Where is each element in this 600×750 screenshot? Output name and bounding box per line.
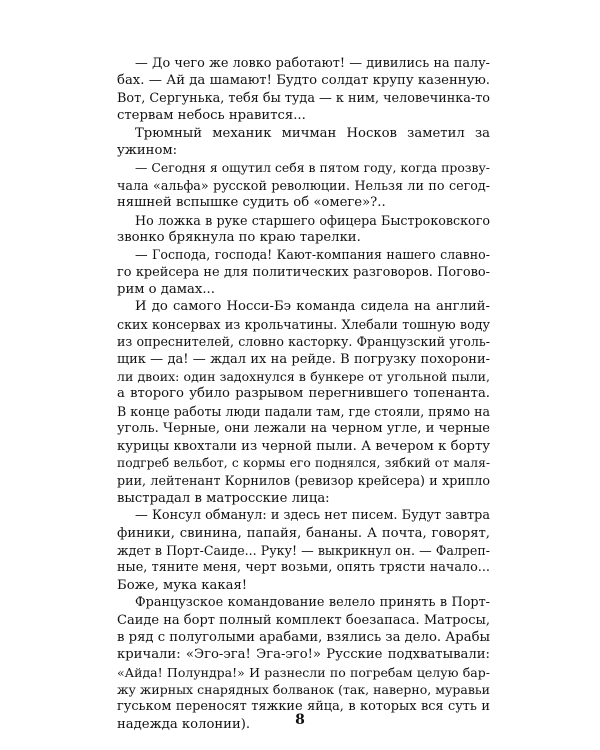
text-line: бах. — Ай да шамают! Будто солдат крупу казенную. [117,73,490,89]
text-line: гуськом переносят тяжкие яйца, в которых вся суть и [117,699,490,715]
text-line: Вот, Сергунька, тебя бы туда — к ним, человечинка-то [117,90,490,106]
text-line: ли двоих: один задохнулся в бункере от угольной пыли, [117,369,490,385]
text-line: щик — да! — ждал их на рейде. В погрузку похорони- [117,351,490,367]
text-line: няшней вспышке судить об «омеге»?.. [117,195,386,211]
text-line: звонко брякнула по краю тарелки. [117,229,361,245]
text-line: финики, свинина, папайя, бананы. А почта, говорят, [117,525,490,541]
text-line: стервам небось нравится... [117,108,306,124]
text-line: Французское командование велело принять в Порт- [135,595,490,611]
text-line: надежда колонии). [117,716,251,732]
text-line: подгреб вельбот, с кормы его поднялся, зябкий от маля- [117,455,490,470]
text-line: из опреснителей, словно касторку. Французский уголь- [117,334,490,350]
text-line: ужином: [117,142,178,158]
text-line: — Господа, господа! Кают-компания нашего славно- [135,247,490,263]
text-line: — До чего же ловко работают! — дивились на палу- [135,56,490,71]
text-line: ждет в Порт-Саиде... Руку! — выкрикнул он. — Фалреп- [117,542,490,558]
text-line: курицы квохтали из черной пыли. А вечером к борту [117,438,490,454]
page-number: 8 [295,712,305,728]
text-line: И до самого Носси-Бэ команда сидела на англий- [135,299,490,315]
text-line: В конце работы люди падали там, где стояли, прямо на [117,403,490,419]
text-line: Саиде на борт полный комплект боезапаса. Матросы, [117,612,490,628]
text-line: в ряд с полуголыми арабами, взялись за дело. Арабы [117,629,490,645]
text-line: чала «альфа» русской революции. Нельзя ли по сегод- [117,177,490,193]
text-line: выстрадал в матросские лица: [117,490,330,506]
text-line: рии, лейтенант Корнилов (ревизор крейсера) и хрипло [117,473,490,489]
text-line: — Сегодня я ощутил себя в пятом году, когда прозву- [135,160,490,176]
text-line: «Айда! Полундра!» И разнесли по погребам целую бар- [117,664,490,680]
text-line: а второго убило разрывом перегнившего топенанта. [117,386,490,402]
text-line: жу жирных снарядных болванок (так, наверно, муравьи [117,682,490,698]
text-line: Но ложка в руке старшего офицера Быстроковского [135,212,490,228]
body-text [117,55,490,733]
text-line: ные, тяните меня, черт возьми, опять трясти начало... [117,560,490,576]
text-line: рим о дамах... [117,282,215,298]
text-line: — Консул обманул: и здесь нет писем. Будут завтра [135,508,490,524]
text-line: Трюмный механик мичман Носков заметил за [135,125,490,141]
text-line: уголь. Черные, они лежали на черном угле, и черные [117,421,490,437]
text-line: Боже, мука какая! [117,577,248,593]
text-line: кричали: «Эго-эга! Эга-эго!» Русские подхватывали: [117,647,490,663]
text-line: го крейсера не для политических разговоров. Погово- [117,264,490,280]
text-line: ских консервах из крольчатины. Хлебали тошную воду [117,316,490,332]
